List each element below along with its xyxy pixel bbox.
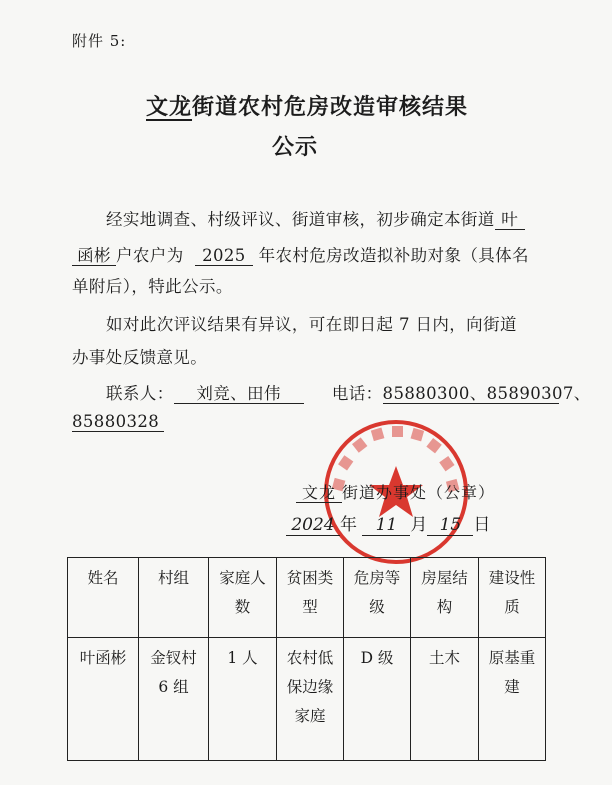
paragraph1-line2-rest: 年农村危房改造拟补助对象（具体名 [258,246,529,265]
cell-text-line: 叶函彬 [79,649,127,667]
phone-numbers: 85880300、85890307、 [382,384,591,403]
table-cell [68,638,139,761]
cell-text-line: 村组 [157,569,189,587]
title-street-name: 文龙 [146,94,193,120]
table-cell [479,638,546,761]
cell-text-line: 型 [302,598,318,616]
cell-text-line: D 级 [360,649,394,667]
cell-text-line: 姓名 [87,569,119,587]
table-cell [411,638,479,761]
header-cell [479,558,546,638]
beneficiary-table [67,557,546,761]
table-header-row [68,558,546,638]
cell-text-line: 房屋结 [421,569,468,587]
office-name: 文龙 [296,483,342,503]
contact-line [106,380,591,404]
cell-text-line: 农村低 [286,649,334,667]
date-year: 2024 [286,516,340,536]
cell-text-line: 6 组 [158,678,189,696]
paragraph1-text: 经实地调查、村级评议、街道审核，初步确定本街道 [106,210,495,229]
signature-office [296,480,495,503]
contact-names: 刘竞、田伟 [174,384,304,404]
household-name-part2: 函彬 [72,246,116,266]
office-stamp-label: 街道办事处（公章） [342,483,496,502]
contact-label: 联系人： [106,384,174,403]
table-cell [209,638,277,761]
cell-text-line: 危房等 [353,569,401,587]
attachment-label: 附件 5: [72,32,127,50]
date-day: 15 [427,516,473,536]
header-cell [209,558,277,638]
date-month-unit: 月 [410,515,428,535]
table-cell [277,638,344,761]
header-cell [411,558,479,638]
household-label: 户农户为 [116,246,184,265]
document-title-line2: 公示 [272,134,319,160]
header-cell [344,558,411,638]
title-main: 街道农村危房改造审核结果 [192,94,469,120]
subsidy-year: 2025 [195,246,253,266]
household-name-part1: 叶 [495,210,525,230]
phone-last: 85880328 [72,412,164,432]
cell-text-line: 构 [436,598,453,616]
cell-text-line: 数 [234,598,251,616]
table-cell [139,638,209,761]
document-title-line1 [146,90,468,121]
table-row [68,638,546,761]
header-cell [277,558,344,638]
cell-text-line: 质 [504,598,520,616]
paragraph1-line1 [106,206,525,230]
cell-text-line: 建设性 [488,569,536,587]
table-cell [344,638,411,761]
header-cell [139,558,209,638]
cell-text-line: 1 人 [227,649,258,667]
paragraph1-line3: 单附后），特此公示。 [72,277,233,296]
cell-text-line: 级 [369,598,385,616]
date-month: 11 [362,516,410,536]
cell-text-line: 土木 [428,649,460,667]
phone-label: 电话： [331,384,383,403]
paragraph1-line2 [72,242,529,266]
cell-text-line: 原基重 [488,649,536,667]
date-day-unit: 日 [473,515,491,535]
paragraph2-line2: 办事处反馈意见。 [72,348,208,367]
phone-line2 [72,412,164,432]
paragraph2-line1: 如对此次评议结果有异议，可在即日起 7 日内，向街道 [106,315,517,334]
cell-text-line: 保边缘 [286,678,334,696]
date-year-unit: 年 [340,515,357,535]
cell-text-line: 金钗村 [150,649,197,667]
table-body [68,558,546,761]
cell-text-line: 建 [504,678,520,696]
signature-date [286,510,490,536]
cell-text-line: 贫困类 [286,569,334,587]
cell-text-line: 家庭 [294,707,326,725]
cell-text-line: 家庭人 [219,569,266,587]
header-cell [68,558,139,638]
